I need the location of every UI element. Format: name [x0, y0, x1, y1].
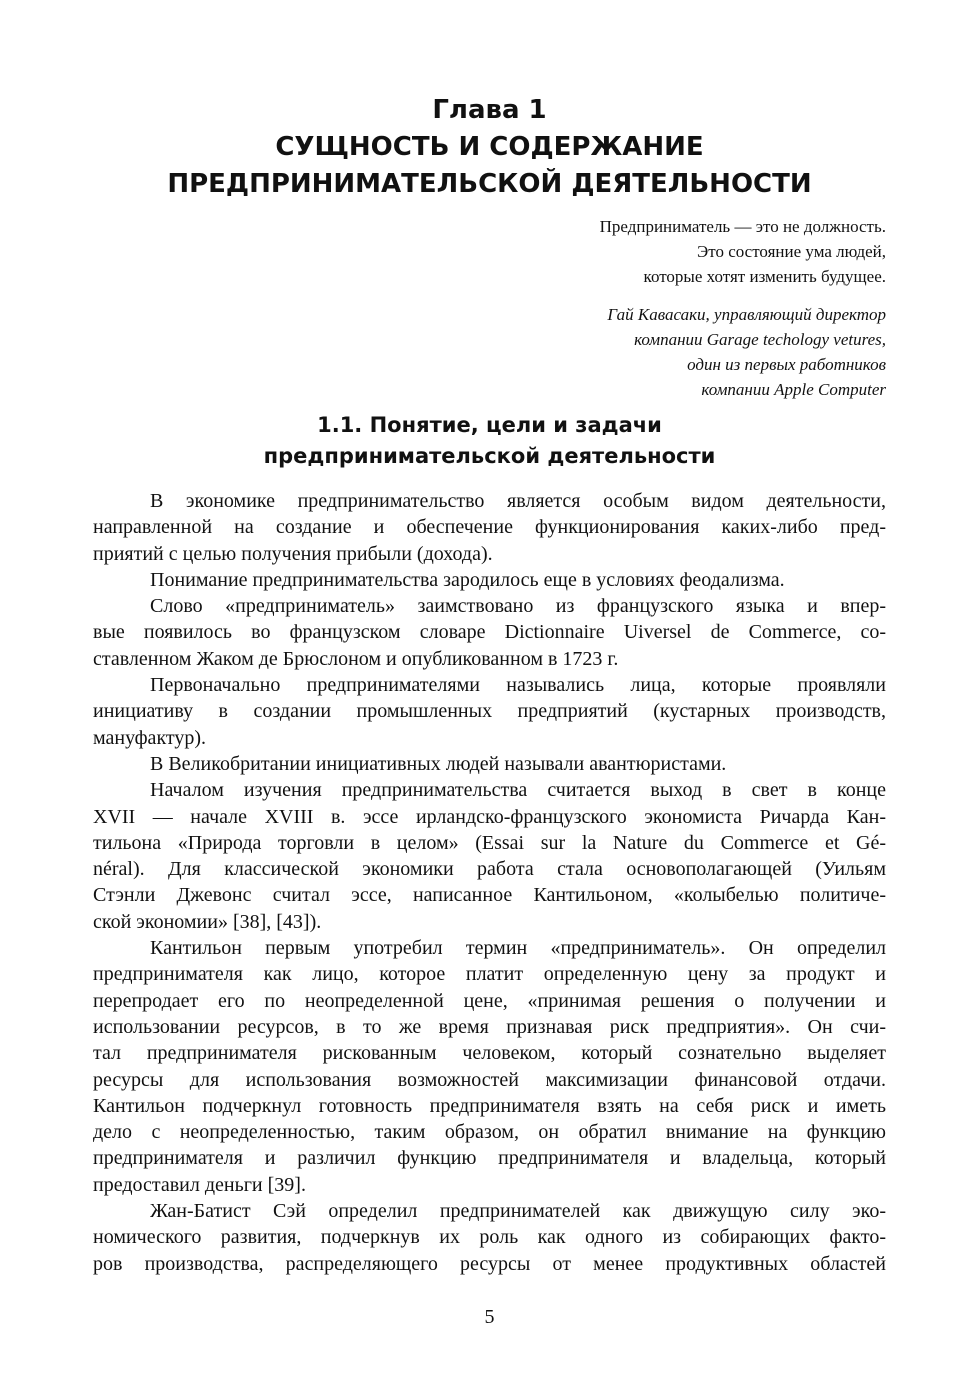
paragraph-line: Первоначально предпринимателями назывались лица, которые проявляли	[150, 674, 886, 697]
epigraph-quote-line: которые хотят изменить будущее.	[643, 267, 886, 286]
epigraph-quote-line: Это состояние ума людей,	[697, 242, 886, 261]
paragraph-line: В Великобритании инициативных людей называли авантюристами.	[150, 752, 727, 775]
section-heading	[93, 410, 886, 472]
paragraph-line: ской экономии» [38], [43]).	[93, 910, 322, 933]
epigraph-quote	[600, 214, 886, 289]
paragraph-line: вые появилось во французском словаре Dictionnaire Uiversel de Commerce, со-	[93, 621, 886, 644]
paragraph-line: использовании ресурсов, в то же время признавая риск предприятия». Он счи-	[93, 1015, 886, 1038]
body-paragraph	[93, 488, 886, 567]
paragraph-line: приятий с целью получения прибыли (дохода).	[93, 542, 493, 565]
paragraph-line: предоставил деньги [39].	[93, 1173, 306, 1196]
paragraph-line: инициативу в создании промышленных предприятий (кустарных производств,	[93, 700, 886, 723]
paragraph-line: néral). Для классической экономики работа стала основополагающей (Уильям	[93, 858, 886, 881]
paragraph-line: номического развития, подчеркнув их роль как одного из собирающих факто-	[93, 1226, 886, 1249]
paragraph-line: предпринимателя как лицо, которое платит определенную цену за продукт и	[93, 963, 886, 986]
paragraph-line: дело с неопределенностью, таким образом, он обратил внимание на функцию	[93, 1121, 886, 1144]
paragraph-line: Кантильон подчеркнул готовность предпринимателя взять на себя риск и иметь	[93, 1094, 886, 1117]
paragraph-line: Кантильон первым употребил термин «предприниматель». Он определил	[150, 937, 886, 960]
paragraph-line: тильона «Природа торговли в целом» (Essai sur la Nature du Commerce et Gé-	[93, 831, 886, 854]
paragraph-line: В экономике предпринимательство является особым видом деятельности,	[150, 490, 886, 512]
paragraph-line: направленной на создание и обеспечение функционирования каких-либо пред-	[93, 516, 886, 539]
body-paragraph	[93, 935, 886, 1198]
paragraph-line: ставленном Жаком де Брюслоном и опубликованном в 1723 г.	[93, 647, 619, 670]
paragraph-line: Слово «предприниматель» заимствовано из французского языка и впер-	[150, 595, 886, 618]
paragraph-line: предпринимателя и различил функцию предпринимателя и владельца, который	[93, 1147, 886, 1170]
epigraph-attribution-line: компании Garage techology vetures,	[634, 330, 886, 349]
paragraph-line: мануфактур).	[93, 726, 207, 749]
section-title-line-1: 1.1. Понятие, цели и задачи	[317, 413, 662, 437]
chapter-title-line-2: ПРЕДПРИНИМАТЕЛЬСКОЙ ДЕЯТЕЛЬНОСТИ	[167, 169, 812, 199]
body-paragraph	[93, 593, 886, 672]
section-title-line-2: предпринимательской деятельности	[263, 444, 716, 468]
body-paragraph	[93, 751, 886, 777]
chapter-number: Глава 1	[432, 95, 547, 125]
paragraph-line: Жан-Батист Сэй определил предпринимателей как движущую силу эко-	[150, 1200, 886, 1223]
body-paragraph	[93, 777, 886, 935]
paragraph-line: Понимание предпринимательства зародилось еще в условиях феодализма.	[150, 568, 785, 591]
paragraph-line: ров производства, распределяющего ресурсы от менее продуктивных областей	[93, 1252, 886, 1275]
body-paragraph	[93, 567, 886, 593]
epigraph-attribution-line: компании Apple Computer	[701, 380, 886, 399]
chapter-heading	[93, 92, 886, 203]
document-page	[93, 0, 886, 1386]
body-paragraph	[93, 1198, 886, 1277]
epigraph-attribution	[600, 302, 886, 402]
paragraph-line: ресурсы для использования возможностей максимизации финансовой отдачи.	[93, 1068, 886, 1091]
paragraph-line: Началом изучения предпринимательства считается выход в свет в конце	[150, 779, 886, 802]
epigraph-attribution-line: один из первых работников	[687, 355, 886, 374]
paragraph-line: Стэнли Джевонс считал эссе, написанное Кантильоном, «колыбелью политиче-	[93, 884, 886, 907]
epigraph-quote-line: Предприниматель — это не должность.	[599, 217, 886, 236]
epigraph	[600, 214, 886, 402]
epigraph-attribution-line: Гай Кавасаки, управляющий директор	[607, 305, 886, 324]
paragraph-line: XVII — начале XVIII в. эссе ирландско-французского экономиста Ричарда Кан-	[93, 805, 886, 828]
body-text	[93, 488, 886, 1277]
body-paragraph	[93, 672, 886, 751]
paragraph-line: перепродает его по неопределенной цене, «принимая решения о получении и	[93, 989, 886, 1012]
chapter-title-line-1: СУЩНОСТЬ И СОДЕРЖАНИЕ	[275, 132, 704, 162]
paragraph-line: тал предпринимателя рискованным человеком, который сознательно выделяет	[93, 1042, 886, 1065]
page-number: 5	[484, 1306, 495, 1328]
